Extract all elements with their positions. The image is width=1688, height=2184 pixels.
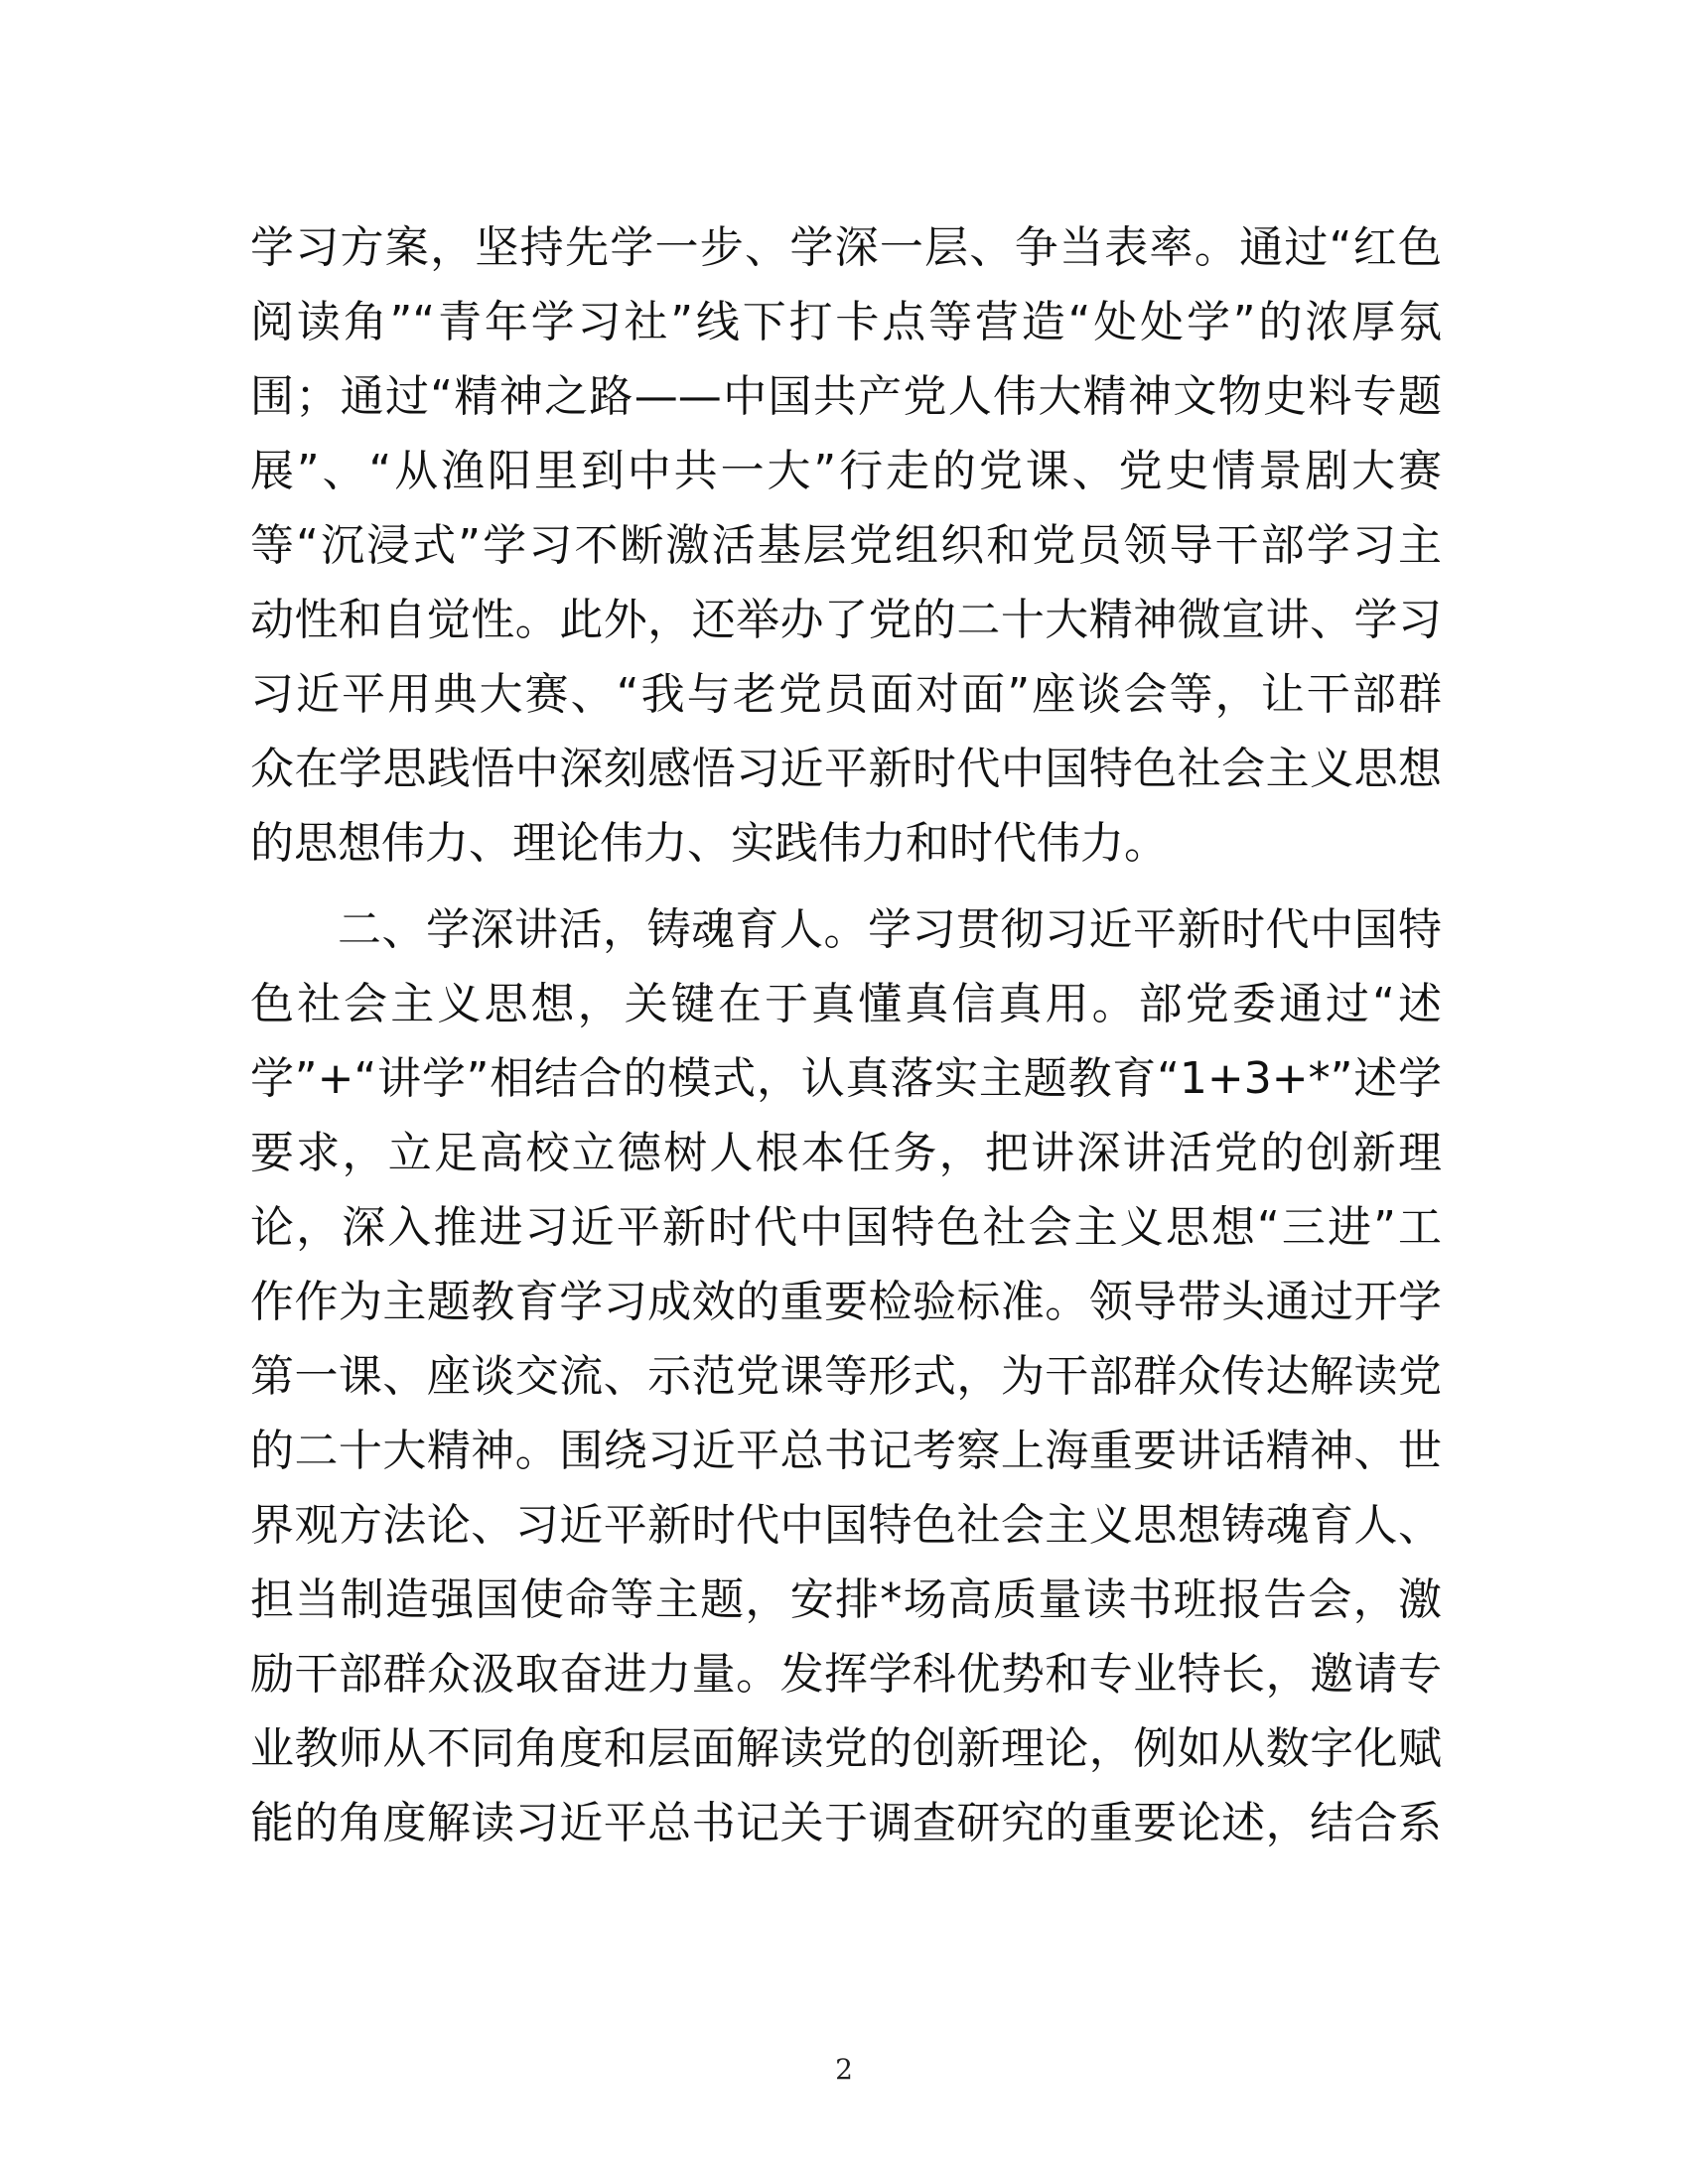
paragraph-1 xyxy=(250,210,1442,881)
text-line: 展”、“从渔阳里到中共一大”行走的党课、党史情景剧大赛 xyxy=(250,446,1442,496)
text-line: 要求，立足高校立德树人根本任务，把讲深讲活党的创新理 xyxy=(250,1128,1442,1178)
text-line: 色社会主义思想，关键在于真懂真信真用。部党委通过“述 xyxy=(250,979,1442,1029)
text-line: 等“沉浸式”学习不断激活基层党组织和党员领导干部学习主 xyxy=(250,520,1442,571)
text-line: 学习方案，坚持先学一步、学深一层、争当表率。通过“红色 xyxy=(250,222,1442,273)
text-line: 担当制造强国使命等主题，安排*场高质量读书班报告会，激 xyxy=(250,1574,1442,1625)
text-line: 的二十大精神。围绕习近平总书记考察上海重要讲话精神、世 xyxy=(250,1426,1442,1476)
text-line: 习近平用典大赛、“我与老党员面对面”座谈会等，让干部群 xyxy=(250,669,1442,720)
text-line: 阅读角”“青年学习社”线下打卡点等营造“处处学”的浓厚氛 xyxy=(250,297,1442,347)
text-line: 第一课、座谈交流、示范党课等形式，为干部群众传达解读党 xyxy=(250,1351,1442,1402)
text-line: 众在学思践悟中深刻感悟习近平新时代中国特色社会主义思想 xyxy=(250,744,1442,794)
text-line: 论，深入推进习近平新时代中国特色社会主义思想“三进”工 xyxy=(250,1202,1442,1253)
paragraph-gap xyxy=(250,881,1442,892)
paragraph-2 xyxy=(250,892,1442,1860)
body-text xyxy=(250,210,1442,1860)
text-line: 二、学深讲活，铸魂育人。学习贯彻习近平新时代中国特 xyxy=(338,904,1442,955)
text-line: 业教师从不同角度和层面解读党的创新理论，例如从数字化赋 xyxy=(250,1723,1442,1774)
text-line: 励干部群众汲取奋进力量。发挥学科优势和专业特长，邀请专 xyxy=(250,1649,1442,1700)
text-line: 动性和自觉性。此外，还举办了党的二十大精神微宣讲、学习 xyxy=(250,595,1442,645)
text-line: 界观方法论、习近平新时代中国特色社会主义思想铸魂育人、 xyxy=(250,1500,1442,1551)
text-line: 围；通过“精神之路——中国共产党人伟大精神文物史料专题 xyxy=(250,371,1442,422)
text-line: 的思想伟力、理论伟力、实践伟力和时代伟力。 xyxy=(250,818,1168,869)
text-line: 作作为主题教育学习成效的重要检验标准。领导带头通过开学 xyxy=(250,1277,1442,1327)
text-line: 能的角度解读习近平总书记关于调查研究的重要论述，结合系 xyxy=(250,1798,1442,1848)
text-line: 学”+“讲学”相结合的模式，认真落实主题教育“1+3+*”述学 xyxy=(250,1053,1442,1104)
page-number: 2 xyxy=(835,2053,853,2086)
